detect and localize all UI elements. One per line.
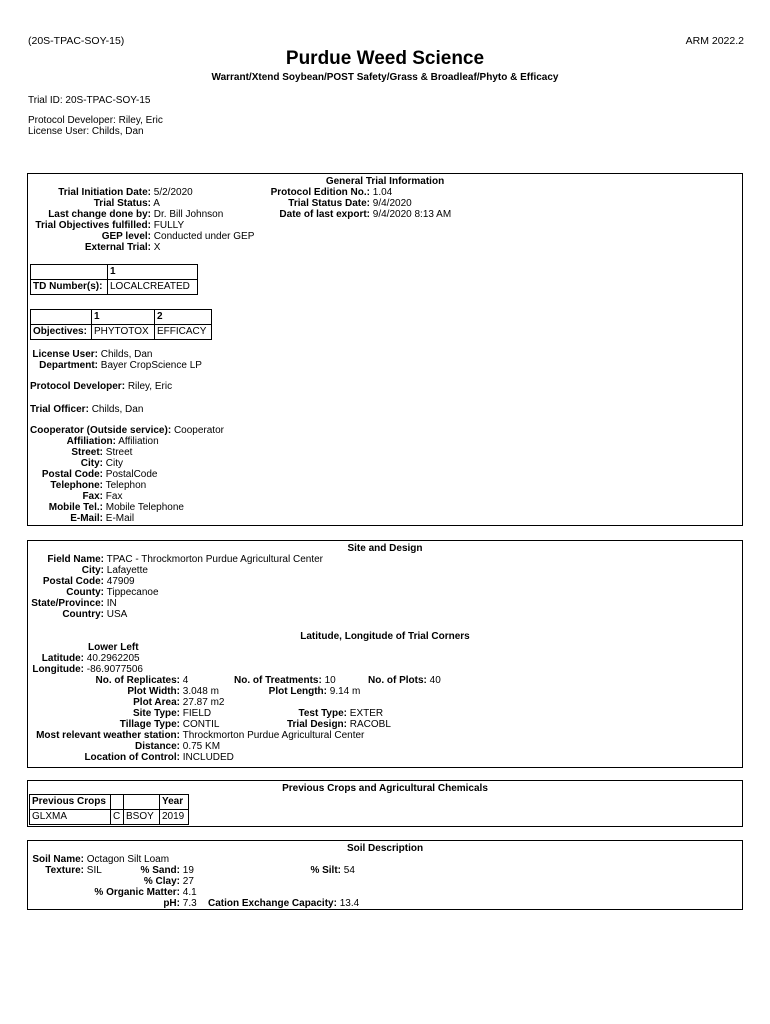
soil-texture: Texture: SIL — [45, 865, 102, 876]
header-arm-version: ARM 2022.2 — [685, 35, 744, 47]
protocol-developer: Protocol Developer: Riley, Eric — [30, 381, 173, 392]
td-col-header: 1 — [108, 265, 198, 280]
latitude: Latitude: 40.2962205 — [41, 653, 140, 664]
cooperator-street: Street: Street — [71, 447, 133, 458]
objectives-fulfilled: Trial Objectives fulfilled: FULLY — [35, 220, 185, 231]
page-subtitle: Warrant/Xtend Soybean/POST Safety/Grass & Broadleaf/Phyto & Efficacy — [211, 72, 559, 83]
cooperator-email: E-Mail: E-Mail — [70, 513, 135, 524]
site-state: State/Province: IN — [31, 598, 117, 609]
obj-col1: 1 — [92, 310, 155, 325]
cooperator-mobile: Mobile Tel.: Mobile Telephone — [48, 502, 184, 513]
license-user: License User: Childs, Dan — [32, 349, 153, 360]
trial-status: Trial Status: A — [93, 198, 160, 209]
latlong-heading: Latitude, Longitude of Trial Corners — [300, 631, 470, 642]
protocol-edition: Protocol Edition No.: 1.04 — [270, 187, 393, 198]
soil-clay: % Clay: 27 — [143, 876, 194, 887]
crop-c-flag: C — [111, 810, 124, 825]
plot-length: Plot Length: 9.14 m — [268, 686, 361, 697]
soil-sand: % Sand: 19 — [140, 865, 194, 876]
header-trial-code: (20S-TPAC-SOY-15) — [28, 35, 125, 47]
lower-left-label: Lower Left — [88, 642, 139, 653]
plot-area: Plot Area: 27.87 m2 — [133, 697, 225, 708]
obj-value-1: PHYTOTOX — [92, 325, 155, 340]
soil-name: Soil Name: Octagon Silt Loam — [32, 854, 170, 865]
cooperator-fax: Fax: Fax — [82, 491, 123, 502]
department: Department: Bayer CropScience LP — [39, 360, 202, 371]
trial-design: Trial Design: RACOBL — [286, 719, 391, 730]
soil-heading: Soil Description — [346, 843, 424, 854]
soil-ph: pH: 7.3 — [163, 898, 197, 909]
site-county: County: Tippecanoe — [66, 587, 159, 598]
location-of-control: Location of Control: INCLUDED — [84, 752, 234, 763]
no-plots: No. of Plots: 40 — [368, 675, 441, 686]
no-treatments: No. of Treatments: 10 — [234, 675, 336, 686]
tillage-type: Tillage Type: CONTIL — [119, 719, 220, 730]
previous-heading: Previous Crops and Agricultural Chemicals — [282, 783, 488, 794]
objectives-table — [30, 309, 212, 340]
soil-silt: % Silt: 54 — [310, 865, 355, 876]
external-trial: External Trial: X — [84, 242, 161, 253]
soil-organic-matter: % Organic Matter: 4.1 — [94, 887, 197, 898]
test-type: Test Type: EXTER — [298, 708, 384, 719]
intro-protocol-developer: Protocol Developer: Riley, Eric — [28, 115, 163, 126]
site-heading: Site and Design — [347, 543, 423, 554]
obj-col2: 2 — [155, 310, 212, 325]
gep-level: GEP level: Conducted under GEP — [101, 231, 255, 242]
intro-license-user: License User: Childs, Dan — [28, 126, 144, 137]
trial-initiation-date: Trial Initiation Date: 5/2/2020 — [58, 187, 193, 198]
cooperator-city: City: City — [80, 458, 124, 469]
crop-year: 2019 — [160, 810, 189, 825]
last-export-date: Date of last export: 9/4/2020 8:13 AM — [279, 209, 452, 220]
trial-status-date: Trial Status Date: 9/4/2020 — [288, 198, 412, 209]
site-type: Site Type: FIELD — [132, 708, 212, 719]
cooperator-postal-code: Postal Code: PostalCode — [41, 469, 158, 480]
site-country: Country: USA — [62, 609, 128, 620]
trial-officer: Trial Officer: Childs, Dan — [30, 404, 144, 415]
previous-crops-table — [29, 794, 189, 825]
plot-width: Plot Width: 3.048 m — [127, 686, 219, 697]
obj-value-2: EFFICACY — [155, 325, 212, 340]
last-change-by: Last change done by: Dr. Bill Johnson — [48, 209, 224, 220]
longitude: Longitude: -86.9077506 — [32, 664, 143, 675]
td-label: TD Number(s): — [31, 280, 108, 295]
weather-station: Most relevant weather station: Throckmorton Purdue Agricultural Center — [36, 730, 365, 741]
field-name: Field Name: TPAC - Throckmorton Purdue Agricultural Center — [47, 554, 323, 565]
no-replicates: No. of Replicates: 4 — [95, 675, 189, 686]
page-title: Purdue Weed Science — [285, 48, 485, 69]
td-value: LOCALCREATED — [108, 280, 198, 295]
cooperator: Cooperator (Outside service): Cooperator — [30, 425, 224, 436]
trial-id: Trial ID: 20S-TPAC-SOY-15 — [28, 95, 151, 106]
weather-distance: Distance: 0.75 KM — [134, 741, 221, 752]
col-year: Year — [160, 795, 189, 810]
site-postal-code: Postal Code: 47909 — [42, 576, 135, 587]
obj-label: Objectives: — [31, 325, 92, 340]
general-heading: General Trial Information — [325, 176, 445, 187]
td-number-table — [30, 264, 198, 295]
crop-bsoy: BSOY — [124, 810, 160, 825]
cooperator-affiliation: Affiliation: Affiliation — [66, 436, 159, 447]
cooperator-telephone: Telephone: Telephon — [50, 480, 147, 491]
soil-cec: Cation Exchange Capacity: 13.4 — [208, 898, 360, 909]
site-city: City: Lafayette — [81, 565, 148, 576]
col-previous-crops: Previous Crops — [30, 795, 111, 810]
crop-code: GLXMA — [30, 810, 111, 825]
